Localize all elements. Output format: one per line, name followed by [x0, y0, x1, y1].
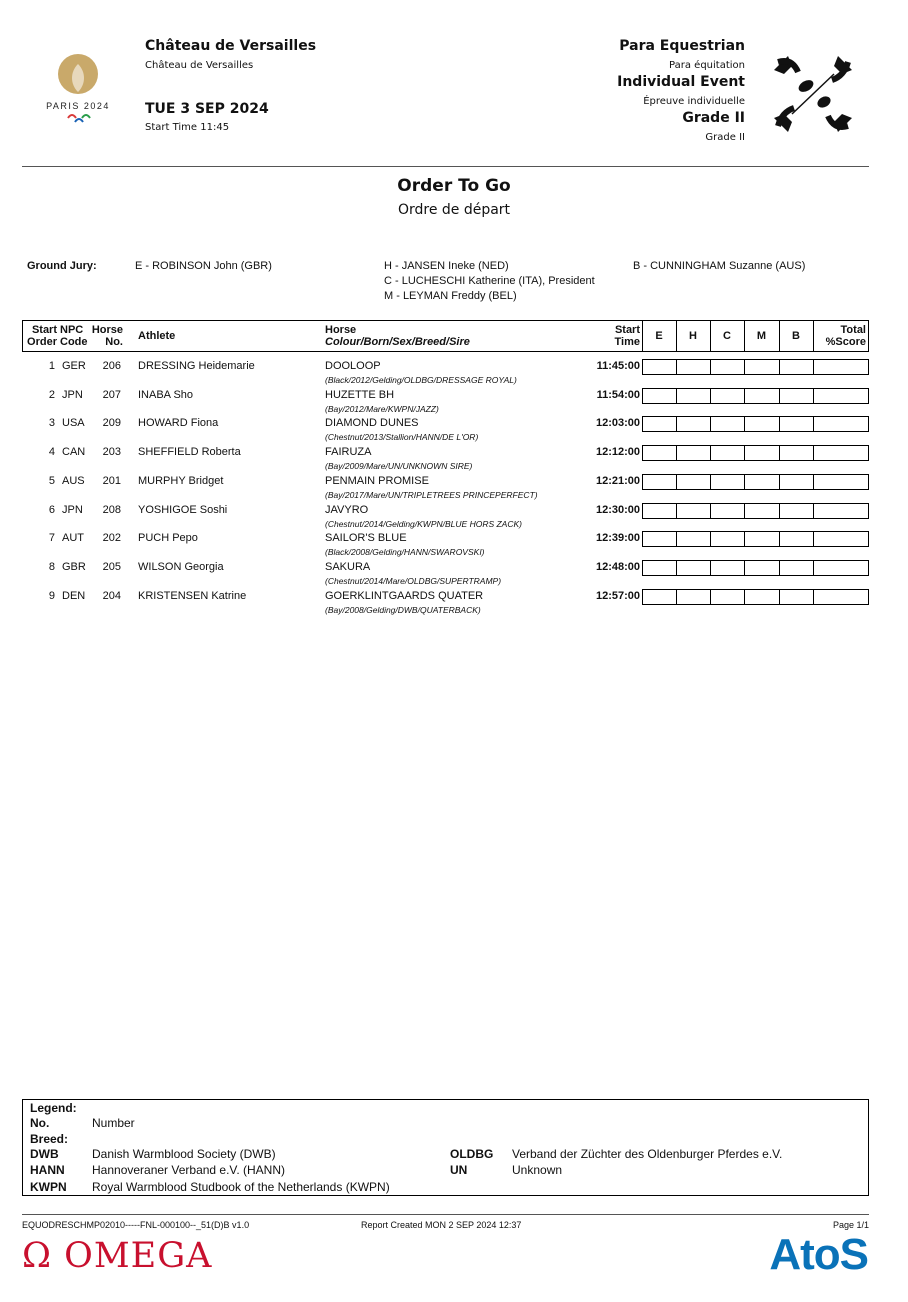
score-box-c [710, 359, 745, 375]
score-box-e [642, 531, 677, 547]
horse-number: 207 [102, 388, 121, 401]
legend-key-un: UN [450, 1163, 468, 1177]
header-judge-c: C [723, 330, 731, 342]
judge-h: H - JANSEN Ineke (NED) [384, 260, 509, 272]
score-box-e [642, 560, 677, 576]
legend-key-kwpn: KWPN [30, 1180, 67, 1194]
horse-details: (Black/2012/Gelding/OLDBG/DRESSAGE ROYAL) [325, 375, 517, 385]
header-start-time: Start Time [614, 324, 640, 348]
score-box-e [642, 589, 677, 605]
athlete-name: SHEFFIELD Roberta [138, 446, 241, 459]
score-box-total [813, 589, 869, 605]
paris-2024-emblem-icon [46, 54, 110, 136]
athlete-name: MURPHY Bridget [138, 474, 224, 487]
legend-key-no: No. [30, 1116, 50, 1130]
score-box-c [710, 474, 745, 490]
header-judge-b: B [792, 330, 800, 342]
table-row [22, 531, 869, 560]
legend-title: Legend: [30, 1101, 77, 1115]
horse-name: PENMAIN PROMISE [325, 474, 429, 487]
score-box-total [813, 474, 869, 490]
score-box-b [779, 474, 814, 490]
header-horse-no: Horse No. [91, 324, 123, 348]
horse-number: 203 [102, 446, 121, 459]
score-box-e [642, 359, 677, 375]
horse-details: (Chestnut/2013/Stallion/HANN/DE L'OR) [325, 432, 479, 443]
horse-number: 202 [102, 532, 121, 545]
event-date: TUE 3 SEP 2024 [145, 101, 269, 117]
score-box-e [642, 416, 677, 432]
omega-logo: Ω OMEGA [22, 1236, 213, 1276]
score-box-h [676, 388, 711, 404]
score-box-e [642, 388, 677, 404]
npc-code: CAN [62, 446, 86, 459]
legend-key-oldbg: OLDBG [450, 1147, 494, 1161]
legend-value-kwpn: Royal Warmblood Studbook of the Netherlands (KWPN) [92, 1180, 390, 1194]
start-order: 5 [48, 474, 55, 487]
horse-details: (Bay/2012/Mare/KWPN/JAZZ) [325, 403, 439, 414]
horse-number: 205 [102, 560, 121, 573]
legend-breed-label: Breed: [30, 1132, 69, 1146]
score-box-total [813, 388, 869, 404]
start-order: 3 [48, 417, 55, 430]
table-row [22, 388, 869, 417]
npc-code: AUS [62, 474, 85, 487]
table-row [22, 560, 869, 589]
horse-name: HUZETTE BH [325, 388, 395, 401]
score-box-b [779, 445, 814, 461]
horse-name: SAILOR'S BLUE [325, 532, 407, 545]
header-athlete: Athlete [138, 330, 176, 342]
table-row [22, 474, 869, 503]
venue-subtitle: Château de Versailles [145, 60, 254, 71]
header-judge-m: M [756, 330, 767, 342]
legend-value-no: Number [92, 1116, 135, 1130]
start-order: 6 [48, 503, 55, 516]
athlete-name: KRISTENSEN Katrine [138, 589, 247, 602]
score-box-c [710, 503, 745, 519]
page-title: Order To Go [397, 176, 511, 196]
score-box-e [642, 503, 677, 519]
horse-name: DIAMOND DUNES [325, 417, 419, 430]
horse-name: FAIRUZA [325, 446, 372, 459]
score-box-b [779, 416, 814, 432]
table-row [22, 445, 869, 474]
score-box-b [779, 560, 814, 576]
grade-title: Grade II [682, 110, 745, 126]
horse-details: (Black/2008/Gelding/HANN/SWAROVSKI) [325, 547, 485, 558]
horse-number: 204 [102, 589, 121, 602]
npc-code: GBR [62, 560, 86, 573]
score-box-m [744, 531, 780, 547]
score-box-b [779, 531, 814, 547]
atos-logo: AtoS [769, 1230, 868, 1279]
page-subtitle: Ordre de départ [397, 202, 511, 218]
score-box-b [779, 359, 814, 375]
score-box-h [676, 560, 711, 576]
start-order: 8 [48, 560, 55, 573]
header-start-order: Start Order [27, 324, 57, 348]
start-time: 12:12:00 [595, 446, 640, 459]
athlete-name: WILSON Georgia [138, 560, 224, 573]
score-box-h [676, 445, 711, 461]
header-npc-code: NPC Code [60, 324, 88, 348]
header-judge-h: H [689, 330, 697, 342]
event-title-fr: Épreuve individuelle [643, 96, 745, 107]
score-box-m [744, 560, 780, 576]
sport-title-fr: Para équitation [669, 60, 745, 71]
score-box-e [642, 445, 677, 461]
start-time: 11:45:00 [596, 360, 640, 372]
footer-divider [22, 1214, 869, 1215]
score-box-h [676, 503, 711, 519]
start-order: 9 [48, 589, 55, 602]
score-box-total [813, 560, 869, 576]
legend-value-oldbg: Verband der Züchter des Oldenburger Pferdes e.V. [512, 1147, 783, 1161]
judge-e: E - ROBINSON John (GBR) [135, 260, 272, 272]
legend-value-dwb: Danish Warmblood Society (DWB) [92, 1147, 276, 1161]
score-box-total [813, 531, 869, 547]
horse-number: 206 [102, 360, 121, 372]
score-box-m [744, 474, 780, 490]
score-box-total [813, 445, 869, 461]
start-time: 12:48:00 [595, 560, 640, 573]
horse-details: (Bay/2008/Gelding/DWB/QUATERBACK) [325, 604, 481, 615]
score-box-total [813, 359, 869, 375]
horse-name: GOERKLINTGAARDS QUATER [325, 589, 484, 602]
judge-b: B - CUNNINGHAM Suzanne (AUS) [633, 260, 806, 272]
horse-name: JAVYRO [325, 503, 369, 516]
score-box-h [676, 359, 711, 375]
score-box-m [744, 445, 780, 461]
table-row [22, 589, 869, 618]
grade-title-fr: Grade II [705, 132, 745, 143]
score-box-c [710, 560, 745, 576]
start-order: 7 [48, 532, 55, 545]
score-box-h [676, 474, 711, 490]
horse-number: 208 [102, 503, 121, 516]
npc-code: DEN [62, 589, 86, 602]
score-box-b [779, 503, 814, 519]
legend-key-hann: HANN [30, 1163, 65, 1177]
event-title: Individual Event [617, 74, 745, 90]
judge-m: M - LEYMAN Freddy (BEL) [384, 290, 517, 302]
start-time: 12:39:00 [595, 532, 640, 545]
para-equestrian-pictogram-icon [770, 52, 856, 136]
score-box-m [744, 359, 780, 375]
header-divider [22, 166, 869, 167]
table-row [22, 503, 869, 532]
report-created: Report Created MON 2 SEP 2024 12:37 [361, 1220, 522, 1230]
start-time: 12:30:00 [595, 503, 640, 516]
score-box-total [813, 416, 869, 432]
horse-number: 201 [102, 474, 121, 487]
start-order: 4 [48, 446, 55, 459]
score-box-total [813, 503, 869, 519]
score-box-c [710, 589, 745, 605]
npc-code: USA [62, 417, 85, 430]
score-box-b [779, 589, 814, 605]
page-number: Page 1/1 [832, 1220, 869, 1230]
score-box-h [676, 416, 711, 432]
score-box-m [744, 416, 780, 432]
start-time: 11:54:00 [596, 388, 640, 401]
npc-code: JPN [62, 388, 83, 401]
score-box-e [642, 474, 677, 490]
horse-details: (Bay/2017/Mare/UN/TRIPLETREES PRINCEPERFECT) [325, 489, 538, 500]
paris-2024-text: PARIS 2024 [46, 101, 110, 111]
score-box-m [744, 503, 780, 519]
score-box-m [744, 388, 780, 404]
score-box-c [710, 388, 745, 404]
start-order: 2 [48, 388, 55, 401]
legend-box [22, 1099, 869, 1196]
npc-code: JPN [62, 503, 83, 516]
score-box-c [710, 416, 745, 432]
horse-name: DOOLOOP [325, 360, 381, 372]
start-time: 12:21:00 [595, 474, 640, 487]
horse-details: (Bay/2009/Mare/UN/UNKNOWN SIRE) [325, 461, 473, 472]
athlete-name: INABA Sho [138, 388, 194, 401]
legend-value-hann: Hannoveraner Verband e.V. (HANN) [92, 1163, 285, 1177]
header-horse: Horse Colour/Born/Sex/Breed/Sire [325, 324, 470, 348]
score-box-h [676, 589, 711, 605]
athlete-name: PUCH Pepo [138, 532, 198, 545]
horse-details: (Chestnut/2014/Gelding/KWPN/BLUE HORS ZACK) [325, 518, 522, 529]
paris-2024-logo [46, 54, 110, 141]
score-box-c [710, 531, 745, 547]
table-row [22, 416, 869, 445]
score-box-h [676, 531, 711, 547]
score-box-c [710, 445, 745, 461]
start-time: 12:57:00 [595, 589, 640, 602]
header-judge-e: E [655, 330, 663, 342]
horse-number: 209 [102, 417, 121, 430]
venue-title: Château de Versailles [145, 38, 317, 54]
horse-details: (Chestnut/2014/Mare/OLDBG/SUPERTRAMP) [325, 575, 502, 586]
ground-jury-label: Ground Jury: [27, 260, 97, 272]
athlete-name: DRESSING Heidemarie [138, 360, 255, 372]
npc-code: GER [62, 360, 86, 372]
legend-value-un: Unknown [512, 1163, 563, 1177]
athlete-name: YOSHIGOE Soshi [138, 503, 228, 516]
sport-title: Para Equestrian [619, 38, 745, 54]
header-total-score: Total %Score [825, 324, 866, 348]
table-row [22, 359, 869, 388]
legend-key-dwb: DWB [30, 1147, 59, 1161]
start-time: 12:03:00 [595, 417, 640, 430]
score-box-b [779, 388, 814, 404]
npc-code: AUT [62, 532, 84, 545]
judge-c: C - LUCHESCHI Katherine (ITA), President [384, 275, 595, 287]
report-code: EQUODRESCHMP02010-----FNL-000100--_51(D)B v1.0 [22, 1220, 250, 1230]
score-box-m [744, 589, 780, 605]
start-time: Start Time 11:45 [145, 122, 230, 133]
start-order: 1 [48, 360, 55, 372]
athlete-name: HOWARD Fiona [138, 417, 219, 430]
horse-name: SAKURA [325, 560, 371, 573]
